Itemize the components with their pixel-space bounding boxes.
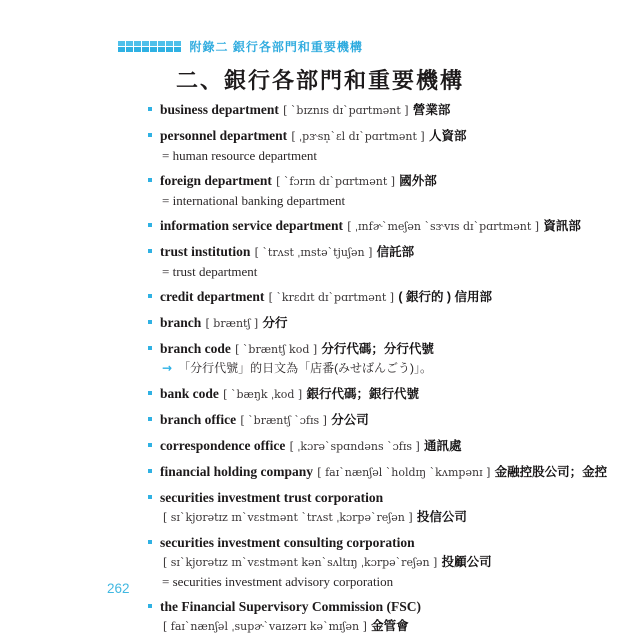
vocab-entry (148, 313, 618, 333)
term-text: correspondence office (160, 438, 286, 453)
phonetic-text: [ faɪˋnænʃəl ˋholdɪŋ ˋkʌmpənɪ ] (317, 466, 491, 479)
bullet-square-icon (148, 469, 152, 473)
translation-text: 通訊處 (424, 439, 462, 453)
bullet-square-icon (148, 249, 152, 253)
phonetic-text: [ sɪˋkjʊrətɪz ɪnˋvɛstmənt ˋtrʌst ˌkɔrpəˋreʃən ] (163, 511, 413, 524)
vocab-entry (148, 462, 618, 482)
translation-text: 金管會 (371, 619, 409, 633)
translation-text: 分公司 (331, 413, 369, 427)
term-text: credit department (160, 289, 265, 304)
translation-text: 分行代碼；分行代號 (321, 342, 434, 356)
bullet-square-icon (148, 391, 152, 395)
phonetic-text: [ ˌkɔrəˋspɑndəns ˋɔfɪs ] (289, 440, 420, 453)
bullet-square-icon (148, 443, 152, 447)
phonetic-line (162, 616, 618, 636)
term-text: foreign department (160, 173, 272, 188)
term-text: securities investment trust corporation (160, 490, 384, 505)
bullet-square-icon (148, 540, 152, 544)
vocab-entry (148, 339, 618, 378)
term-text: trust institution (160, 244, 251, 259)
translation-text: 資訊部 (543, 219, 581, 233)
synonym-text: = trust department (162, 264, 258, 279)
term-text: business department (160, 102, 279, 117)
bullet-square-icon (148, 417, 152, 421)
phonetic-text: [ ˋbæŋk ˌkod ] (223, 388, 303, 401)
phonetic-text: [ ˋkrɛdɪt dɪˋpɑrtmənt ] (268, 291, 395, 304)
vocab-list (148, 100, 618, 642)
bullet-square-icon (148, 320, 152, 324)
term-text: branch office (160, 412, 237, 427)
bullet-square-icon (148, 223, 152, 227)
term-text: information service department (160, 218, 343, 233)
phonetic-line (162, 507, 618, 527)
synonym-text: = international banking department (162, 193, 346, 208)
term-text: financial holding company (160, 464, 314, 479)
usage-note (162, 359, 618, 378)
header-squares-icon (118, 41, 181, 53)
vocab-entry (148, 597, 618, 636)
phonetic-text: [ ˌpɝsn̩ˋɛl dɪˋpɑrtmənt ] (291, 130, 425, 143)
translation-text: 人資部 (428, 129, 467, 143)
vocab-entry (148, 100, 618, 120)
vocab-entry (148, 171, 618, 210)
translation-text: 信託部 (376, 245, 415, 259)
synonym-text: = human resource department (162, 148, 317, 163)
term-text: bank code (160, 386, 219, 401)
section-title: 二、銀行各部門和重要機構 (175, 68, 464, 93)
phonetic-text: [ ˋbræntʃ kod ] (235, 343, 318, 356)
vocab-entry (148, 488, 618, 527)
page-header (118, 38, 363, 55)
appendix-header-label: 附錄二 銀行各部門和重要機構 (189, 40, 363, 54)
term-text: branch code (160, 341, 231, 356)
vocab-entry (148, 126, 618, 165)
translation-text: ( 銀行的 ) 信用部 (398, 290, 493, 304)
translation-text: 分行 (262, 316, 288, 330)
bullet-square-icon (148, 178, 152, 182)
translation-text: 投信公司 (416, 510, 467, 524)
term-text: the Financial Supervisory Commission (FSC) (160, 599, 422, 614)
translation-text: 營業部 (412, 103, 451, 117)
vocab-entry (148, 216, 618, 236)
synonym-text: = securities investment advisory corporation (162, 574, 394, 589)
vocab-entry (148, 436, 618, 456)
vocab-entry (148, 410, 618, 430)
bullet-square-icon (148, 133, 152, 137)
phonetic-text: [ ˌɪnfɚˋmeʃən ˋsɝvɪs dɪˋpɑrtmənt ] (347, 220, 540, 233)
translation-text: 金融控股公司；金控 (494, 465, 608, 479)
page-number: 262 (107, 581, 130, 596)
term-text: branch (160, 315, 202, 330)
vocab-entry (148, 384, 618, 404)
phonetic-text: [ ˋfɔrɪn dɪˋpɑrtmənt ] (276, 175, 396, 188)
vocab-entry (148, 242, 618, 281)
phonetic-text: [ bræntʃ ] (205, 317, 259, 330)
phonetic-text: [ sɪˋkjʊrətɪz ɪnˋvɛstmənt kənˋsʌltɪŋ ˌkɔrpəˋreʃən ] (163, 556, 438, 569)
vocab-entry (148, 533, 618, 591)
term-text: personnel department (160, 128, 288, 143)
bullet-square-icon (148, 346, 152, 350)
term-text: securities investment consulting corporation (160, 535, 415, 550)
bullet-square-icon (148, 604, 152, 608)
note-text: 「分行代號」的日文為「店番(みせばんごう)」。 (178, 361, 433, 375)
phonetic-text: [ faɪˋnænʃəl ˌsupɚˋvaɪzərɪ kəˋmɪʃən ] (163, 620, 367, 633)
translation-text: 銀行代碼；銀行代號 (306, 387, 419, 401)
arrow-right-icon: → (162, 361, 173, 375)
translation-text: 國外部 (399, 174, 437, 188)
phonetic-line (162, 552, 618, 572)
translation-text: 投顧公司 (441, 555, 492, 569)
phonetic-text: [ ˋbræntʃ ˋɔfɪs ] (240, 414, 327, 427)
bullet-square-icon (148, 294, 152, 298)
bullet-square-icon (148, 495, 152, 499)
bullet-square-icon (148, 107, 152, 111)
vocab-entry (148, 287, 618, 307)
phonetic-text: [ ˋbɪznɪs dɪˋpɑrtmənt ] (283, 104, 409, 117)
phonetic-text: [ ˋtrʌst ˌɪnstəˋtjuʃən ] (254, 246, 373, 259)
